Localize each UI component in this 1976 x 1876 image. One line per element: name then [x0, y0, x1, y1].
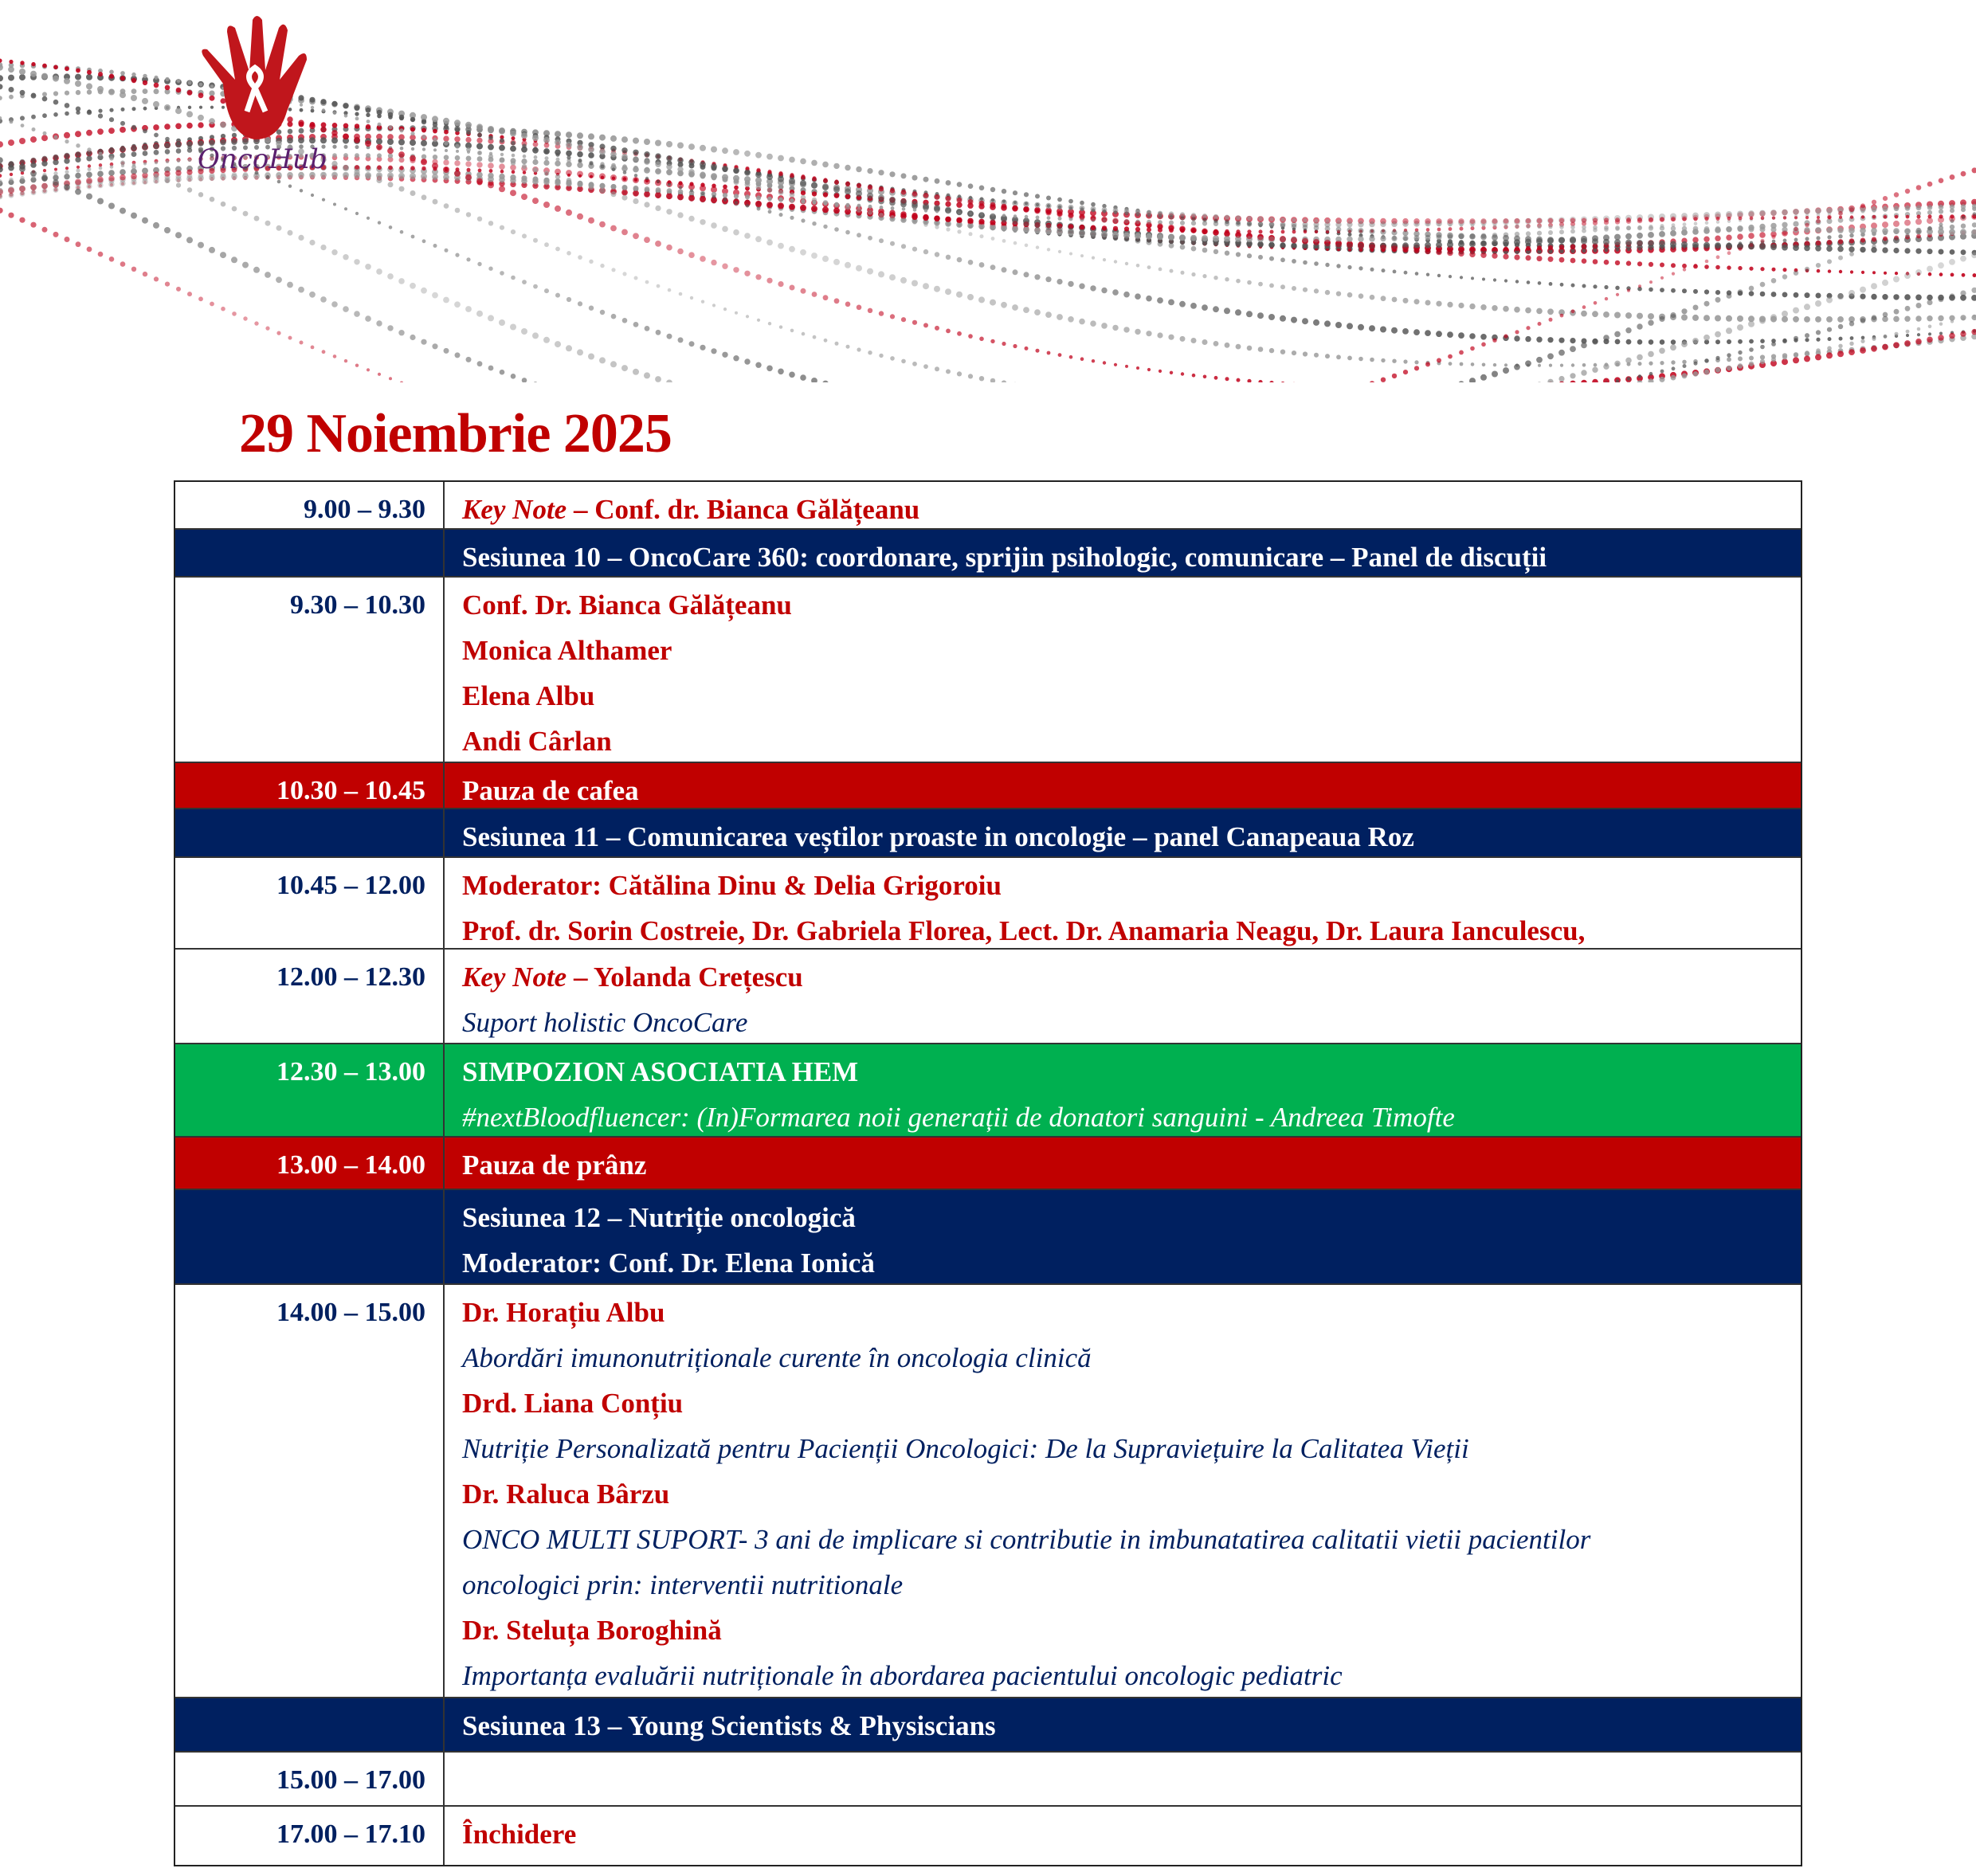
speaker-text: Moderator: Cătălina Dinu & Delia Grigoroiu [462, 870, 1002, 901]
speaker-text: Moderator: Conf. Dr. Elena Ionică [462, 1247, 875, 1279]
time-slot: 13.00 – 14.00 [175, 1138, 445, 1189]
speaker-text: SIMPOZION ASOCIATIA HEM [462, 1056, 859, 1087]
content-line [462, 1811, 1785, 1857]
content-line [462, 1240, 1785, 1283]
content-line [462, 673, 1785, 719]
schedule-row [175, 808, 1801, 856]
content-line [462, 1335, 1785, 1381]
time-slot: 14.00 – 15.00 [175, 1285, 445, 1697]
session-content [445, 950, 1801, 1043]
session-content [445, 1044, 1801, 1136]
session-content [445, 1190, 1801, 1283]
keynote-label: Key Note [462, 494, 567, 525]
schedule-row [175, 1283, 1801, 1697]
content-line [462, 1142, 1785, 1188]
content-line [462, 1426, 1785, 1471]
content-line [462, 1000, 1785, 1043]
content-line [462, 1195, 1785, 1240]
time-slot: 10.30 – 10.45 [175, 763, 445, 808]
content-line [462, 863, 1785, 908]
speaker-text: Elena Albu [462, 680, 595, 711]
speaker-text: Pauza de prânz [462, 1149, 647, 1181]
speaker-text: Andi Cârlan [462, 726, 612, 757]
keynote-label: Key Note [462, 961, 567, 993]
session-content [445, 763, 1801, 808]
speaker-text: Drd. Liana Conțiu [462, 1388, 684, 1419]
wave-dot-line [0, 175, 1976, 234]
time-slot [175, 1190, 445, 1283]
talk-title: #nextBloodfluencer: (In)Formarea noii generații de donatori sanguini - Andreea Timofte [462, 1102, 1455, 1133]
speaker-text: Sesiunea 13 – Young Scientists & Physiscians [462, 1710, 996, 1741]
speaker-text: Pauza de cafea [462, 775, 639, 806]
time-slot: 12.30 – 13.00 [175, 1044, 445, 1136]
session-content [445, 530, 1801, 576]
session-content [445, 1753, 1801, 1805]
schedule-row [175, 856, 1801, 948]
speaker-text: Sesiunea 10 – OncoCare 360: coordonare, sprijin psihologic, comunicare – Panel de discuții [462, 542, 1547, 573]
content-line [462, 814, 1785, 856]
content-line [462, 535, 1785, 576]
session-content [445, 809, 1801, 856]
talk-title: Nutriție Personalizată pentru Pacienții Oncologici: De la Supraviețuire la Calitatea Vieții [462, 1433, 1469, 1464]
wave-dot-line [0, 157, 1976, 382]
speaker-text: Prof. dr. Sorin Costreie, Dr. Gabriela Florea, Lect. Dr. Anamaria Neagu, Dr. Laura Ianculescu, [462, 915, 1586, 946]
time-slot [175, 530, 445, 576]
session-content [445, 578, 1801, 762]
speaker-text: Dr. Steluța Boroghină [462, 1615, 722, 1646]
session-content [445, 1285, 1801, 1697]
session-content [445, 482, 1801, 528]
schedule-row [175, 482, 1801, 528]
schedule-row [175, 528, 1801, 576]
content-line [462, 582, 1785, 628]
speaker-text: Închidere [462, 1819, 577, 1850]
content-line [462, 768, 1785, 808]
talk-title: Abordări imunonutriționale curente în oncologia clinică [462, 1342, 1092, 1373]
schedule-row [175, 1136, 1801, 1189]
content-line [462, 487, 1785, 528]
speaker-text: – Conf. dr. Bianca Gălățeanu [567, 494, 920, 525]
talk-title: oncologici prin: interventii nutritionale [462, 1569, 904, 1600]
speaker-text: Monica Althamer [462, 635, 672, 666]
wave-dot-line [0, 167, 1976, 382]
content-line [462, 1290, 1785, 1335]
time-slot [175, 1698, 445, 1751]
speaker-text: Dr. Raluca Bârzu [462, 1478, 670, 1510]
page-title: 29 Noiembrie 2025 [239, 403, 672, 464]
speaker-text: Dr. Horațiu Albu [462, 1297, 665, 1328]
time-slot: 12.00 – 12.30 [175, 950, 445, 1043]
session-content [445, 1807, 1801, 1865]
content-line [462, 908, 1785, 948]
time-slot: 9.00 – 9.30 [175, 482, 445, 528]
session-content [445, 858, 1801, 948]
speaker-text: Sesiunea 12 – Nutriție oncologică [462, 1202, 856, 1233]
session-content [445, 1698, 1801, 1751]
time-slot: 17.00 – 17.10 [175, 1807, 445, 1865]
time-slot: 9.30 – 10.30 [175, 578, 445, 762]
schedule-row [175, 1043, 1801, 1136]
schedule-row [175, 1751, 1801, 1805]
time-slot: 10.45 – 12.00 [175, 858, 445, 948]
speaker-text: – Yolanda Crețescu [567, 961, 803, 993]
schedule-row [175, 1805, 1801, 1865]
schedule-row [175, 948, 1801, 1043]
schedule-row [175, 1697, 1801, 1751]
speaker-text: Conf. Dr. Bianca Gălățeanu [462, 589, 792, 621]
talk-title: Importanța evaluării nutriționale în abordarea pacientului oncologic pediatric [462, 1660, 1343, 1691]
schedule-row [175, 576, 1801, 762]
session-content [445, 1138, 1801, 1189]
content-line [462, 1095, 1785, 1136]
content-line [462, 1471, 1785, 1517]
content-line [462, 1562, 1785, 1608]
content-line [462, 954, 1785, 1000]
content-line [462, 1653, 1785, 1697]
content-line [462, 1608, 1785, 1653]
content-line [462, 1703, 1785, 1749]
talk-title: Suport holistic OncoCare [462, 1007, 748, 1038]
logo-text: OncoHub [198, 143, 327, 175]
talk-title: ONCO MULTI SUPORT- 3 ani de implicare si contributie in imbunatatirea calitatii vietii pacientilor [462, 1524, 1591, 1555]
schedule-table [174, 480, 1802, 1866]
time-slot [175, 809, 445, 856]
content-line [462, 719, 1785, 762]
schedule-row [175, 1189, 1801, 1283]
time-slot: 15.00 – 17.00 [175, 1753, 445, 1805]
content-line [462, 1049, 1785, 1095]
schedule-row [175, 762, 1801, 808]
content-line [462, 1381, 1785, 1426]
speaker-text: Sesiunea 11 – Comunicarea veștilor proaste in oncologie – panel Canapeaua Roz [462, 821, 1414, 852]
content-line [462, 1517, 1785, 1562]
content-line [462, 628, 1785, 673]
